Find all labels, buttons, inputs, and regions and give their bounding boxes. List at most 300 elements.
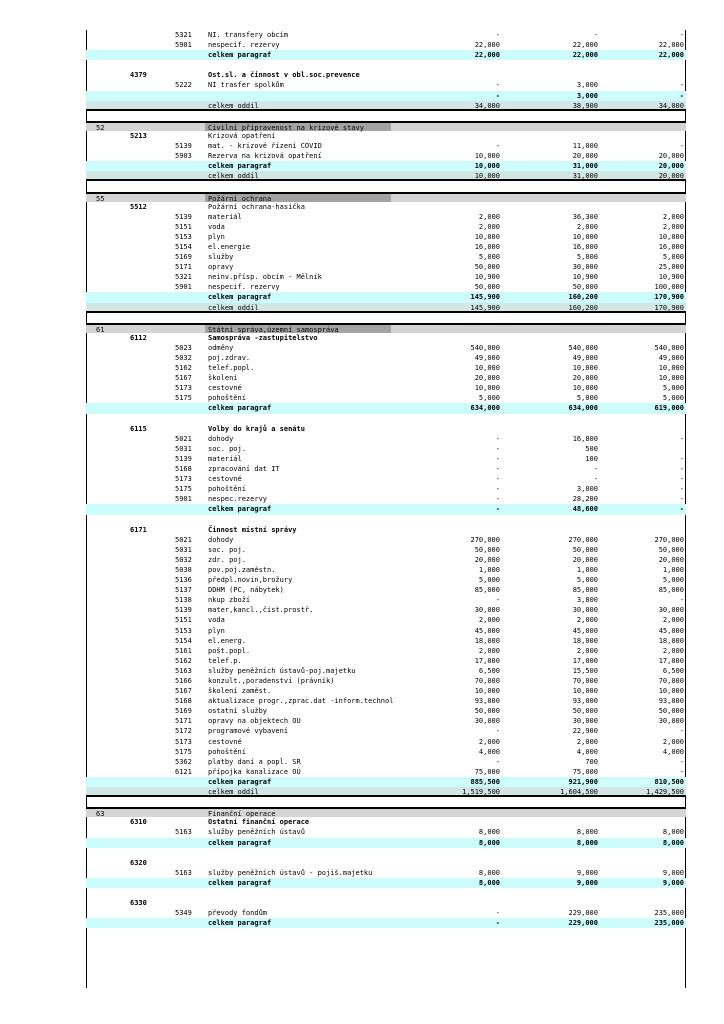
value-col-2: 10,000 — [572, 687, 598, 696]
paragraph-code: 5512 — [130, 202, 147, 211]
item-code: 5162 — [175, 656, 192, 665]
value-col-1: 85,000 — [474, 586, 500, 595]
section-code: 52 — [96, 123, 105, 132]
item-label: NI. transfery obcím — [208, 31, 289, 39]
table-row — [86, 605, 686, 615]
spacer-row — [86, 848, 686, 858]
value-col-2: 30,000 — [572, 263, 598, 272]
item-label: voda — [208, 222, 225, 231]
section-total-col-3: 170,900 — [654, 303, 684, 312]
value-col-3: - — [679, 475, 684, 484]
value-col-3: 22,000 — [658, 41, 684, 50]
total-col-2: 160,200 — [568, 293, 598, 302]
value-col-2: - — [593, 475, 598, 484]
value-col-3: 1,000 — [662, 565, 684, 574]
value-col-3: 50,000 — [658, 707, 684, 716]
item-code: 5032 — [175, 555, 192, 564]
table-row — [86, 666, 686, 676]
item-label: opravy — [208, 263, 234, 272]
value-col-1: - — [495, 434, 500, 443]
total-col-3: 170,900 — [654, 293, 684, 302]
table-row — [86, 444, 686, 454]
value-col-3: - — [679, 485, 684, 494]
value-col-3: 10,000 — [658, 374, 684, 383]
item-code: 5173 — [175, 384, 192, 393]
total-col-1: 145,900 — [470, 293, 500, 302]
section-header-row — [86, 121, 686, 131]
item-code: 5031 — [175, 545, 192, 554]
value-col-2: 20,000 — [572, 152, 598, 161]
item-code: 5031 — [175, 444, 192, 453]
total-col-3: 20,000 — [658, 162, 684, 171]
value-col-2: 1,000 — [576, 565, 598, 574]
paragraph-total-label: celkem paragraf — [208, 162, 272, 171]
budget-table — [86, 30, 686, 928]
value-col-1: - — [495, 596, 500, 605]
item-code: 5349 — [175, 909, 192, 918]
paragraph-total-row — [86, 292, 686, 302]
section-total-col-1: 10,000 — [474, 172, 500, 181]
value-col-1: 10,000 — [474, 152, 500, 161]
paragraph-total-row — [86, 50, 686, 60]
value-col-1: 8,000 — [478, 828, 500, 837]
value-col-3: 2,000 — [662, 212, 684, 221]
item-label: služby — [208, 253, 234, 262]
total-col-3: 810,500 — [654, 777, 684, 786]
table-row — [86, 363, 686, 373]
total-col-1: - — [495, 919, 500, 928]
value-col-1: 75,000 — [474, 767, 500, 776]
item-label: nkup zboží — [208, 596, 251, 605]
section-title: Civilní připravenost na krizové stavy — [208, 123, 364, 132]
value-col-1: 20,000 — [474, 374, 500, 383]
table-row — [86, 535, 686, 545]
item-code: 5139 — [175, 454, 192, 463]
total-col-2: 48,600 — [572, 505, 598, 514]
value-col-1: 5,000 — [478, 394, 500, 403]
spacer-row — [86, 797, 686, 807]
value-col-1: 17,000 — [474, 656, 500, 665]
section-total-col-3: 34,000 — [658, 101, 684, 110]
value-col-2: 49,000 — [572, 354, 598, 362]
item-code: 5901 — [175, 283, 192, 292]
total-col-3: 9,000 — [662, 878, 684, 887]
total-col-1: 8,000 — [478, 838, 500, 847]
item-code: 5172 — [175, 727, 192, 736]
table-row — [86, 343, 686, 353]
item-label: pohoštění — [208, 747, 246, 756]
item-code: 5168 — [175, 465, 192, 474]
value-col-2: 75,000 — [572, 767, 598, 776]
table-row — [86, 393, 686, 403]
table-row — [86, 494, 686, 504]
paragraph-header-row — [86, 70, 686, 80]
value-col-2: 10,000 — [572, 384, 598, 393]
value-col-1: 50,000 — [474, 707, 500, 716]
value-col-3: 540,000 — [654, 343, 684, 352]
item-code: 5163 — [175, 828, 192, 837]
item-code: 5153 — [175, 626, 192, 635]
value-col-1: 4,000 — [478, 747, 500, 756]
value-col-1: 5,000 — [478, 576, 500, 585]
total-col-2: 9,000 — [576, 878, 598, 887]
item-label: materiál — [208, 454, 242, 463]
value-col-2: 4,000 — [576, 747, 598, 756]
item-label: dohody — [208, 535, 234, 544]
value-col-2: 2,000 — [576, 646, 598, 655]
item-label: konzult.,poradenství (právník) — [208, 677, 335, 685]
value-col-2: 229,000 — [568, 909, 598, 918]
value-col-3: - — [679, 727, 684, 736]
paragraph-total-row — [86, 504, 686, 514]
paragraph-title: Činnost místní správy — [208, 525, 297, 534]
table-row — [86, 222, 686, 232]
value-col-2: - — [593, 465, 598, 474]
value-col-1: 10,000 — [474, 687, 500, 696]
item-label: telef.p. — [208, 656, 242, 665]
paragraph-total-row — [86, 161, 686, 171]
value-col-1: 18,000 — [474, 636, 500, 645]
item-label: telef.popl. — [208, 364, 255, 373]
paragraph-header-row — [86, 858, 686, 868]
item-code: 5151 — [175, 616, 192, 625]
paragraph-code: 6115 — [130, 424, 147, 433]
table-row — [86, 242, 686, 252]
value-col-2: 100 — [585, 454, 598, 463]
value-col-3: 17,000 — [658, 656, 684, 665]
table-row — [86, 474, 686, 484]
value-col-1: - — [495, 465, 500, 474]
item-code: 5175 — [175, 747, 192, 756]
section-total-label: celkem oddíl — [208, 303, 259, 312]
item-label: platby daní a popl. SR — [208, 757, 301, 766]
section-total-col-2: 1,604,500 — [560, 788, 598, 797]
item-label: školení zaměst. — [208, 687, 272, 696]
section-header-row — [86, 323, 686, 333]
paragraph-total-row — [86, 918, 686, 928]
section-total-col-3: 20,000 — [658, 172, 684, 181]
total-col-3: - — [679, 91, 684, 100]
item-code: 5151 — [175, 222, 192, 231]
value-col-3: - — [679, 142, 684, 151]
table-row — [86, 706, 686, 716]
item-code: 5171 — [175, 717, 192, 726]
section-title: Státní správa,územní samospráva — [208, 325, 339, 334]
item-code: 5167 — [175, 687, 192, 696]
value-col-3: 235,000 — [654, 909, 684, 918]
value-col-1: 10,000 — [474, 232, 500, 241]
table-row — [86, 141, 686, 151]
value-col-3: 18,000 — [658, 636, 684, 645]
value-col-1: 20,000 — [474, 555, 500, 564]
value-col-3: 2,000 — [662, 737, 684, 746]
item-code: 5321 — [175, 273, 192, 282]
item-code: 5222 — [175, 81, 192, 90]
paragraph-total-row — [86, 403, 686, 413]
item-code: 5154 — [175, 242, 192, 251]
item-label: předpl.novin,brožury — [208, 576, 293, 585]
value-col-2: 500 — [585, 444, 598, 453]
value-col-3: 70,000 — [658, 677, 684, 685]
table-row — [86, 252, 686, 262]
item-code: 5139 — [175, 606, 192, 615]
paragraph-code: 6320 — [130, 858, 147, 867]
value-col-2: 36,300 — [572, 212, 598, 221]
item-code: 5168 — [175, 697, 192, 706]
section-total-col-2: 160,200 — [568, 303, 598, 312]
section-total-label: celkem oddíl — [208, 101, 259, 110]
item-code: 5901 — [175, 41, 192, 50]
value-col-3: 30,000 — [658, 717, 684, 726]
paragraph-title: Požární ochrana-hasička — [208, 202, 305, 211]
section-total-row — [86, 101, 686, 111]
table-row — [86, 272, 686, 282]
item-code: 5362 — [175, 757, 192, 766]
item-label: poj.zdrav. — [208, 354, 251, 362]
item-code: 5903 — [175, 152, 192, 161]
table-row — [86, 615, 686, 625]
paragraph-header-row — [86, 817, 686, 827]
paragraph-code: 6171 — [130, 525, 147, 534]
total-col-1: 634,000 — [470, 404, 500, 413]
value-col-1: 30,000 — [474, 606, 500, 615]
paragraph-header-row — [86, 424, 686, 434]
value-col-1: 49,000 — [474, 354, 500, 362]
item-label: služby peněžních ústavů-poj.majetku — [208, 666, 356, 675]
table-row — [86, 484, 686, 494]
section-header-row — [86, 192, 686, 202]
paragraph-total-row — [86, 838, 686, 848]
paragraph-header-row — [86, 898, 686, 908]
value-col-1: - — [495, 909, 500, 918]
value-col-1: 2,000 — [478, 737, 500, 746]
section-code: 55 — [96, 194, 105, 203]
item-label: neinv.přísp. obcím - Mělník — [208, 273, 322, 282]
section-total-row — [86, 787, 686, 797]
value-col-3: 10,000 — [658, 232, 684, 241]
paragraph-total-label: celkem paragraf — [208, 878, 272, 887]
value-col-2: 2,000 — [576, 616, 598, 625]
item-label: odměny — [208, 343, 234, 352]
total-col-1: 10,000 — [474, 162, 500, 171]
paragraph-title: Volby do krajů a senátu — [208, 424, 305, 433]
item-label: školení — [208, 374, 238, 383]
table-row — [86, 80, 686, 90]
value-col-2: 3,000 — [576, 485, 598, 494]
value-col-1: 1,000 — [478, 565, 500, 574]
value-col-3: 20,000 — [658, 555, 684, 564]
item-code: 5163 — [175, 666, 192, 675]
paragraph-total-row — [86, 91, 686, 101]
total-col-1: 8,000 — [478, 878, 500, 887]
value-col-3: - — [679, 767, 684, 776]
value-col-2: 18,000 — [572, 636, 598, 645]
value-col-3: 2,000 — [662, 646, 684, 655]
item-code: 5154 — [175, 636, 192, 645]
value-col-1: - — [495, 727, 500, 736]
item-code: 5161 — [175, 646, 192, 655]
value-col-2: 270,000 — [568, 535, 598, 544]
item-label: materiál — [208, 212, 242, 221]
item-label: cestovné — [208, 384, 242, 393]
value-col-3: - — [679, 757, 684, 766]
value-col-3: 270,000 — [654, 535, 684, 544]
value-col-1: 10,900 — [474, 273, 500, 282]
value-col-1: - — [495, 485, 500, 494]
spacer-row — [86, 515, 686, 525]
table-row — [86, 747, 686, 757]
table-row — [86, 30, 686, 40]
paragraph-total-label: celkem paragraf — [208, 51, 272, 60]
value-col-2: 3,800 — [576, 596, 598, 605]
spacer-row — [86, 111, 686, 121]
value-col-1: 30,000 — [474, 717, 500, 726]
value-col-3: 49,000 — [658, 354, 684, 362]
table-row — [86, 686, 686, 696]
value-col-2: 20,000 — [572, 374, 598, 383]
value-col-2: 5,000 — [576, 253, 598, 262]
table-row — [86, 585, 686, 595]
value-col-3: 20,000 — [658, 152, 684, 161]
table-row — [86, 434, 686, 444]
section-total-label: celkem oddíl — [208, 172, 259, 181]
value-col-3: 85,000 — [658, 586, 684, 595]
item-code: 5173 — [175, 737, 192, 746]
item-code: 5137 — [175, 586, 192, 595]
item-code: 5023 — [175, 343, 192, 352]
item-label: pohoštění — [208, 485, 246, 494]
value-col-3: 10,000 — [658, 364, 684, 373]
value-col-1: 50,000 — [474, 545, 500, 554]
value-col-2: 10,000 — [572, 232, 598, 241]
value-col-3: 5,000 — [662, 384, 684, 393]
item-code: 5162 — [175, 364, 192, 373]
value-col-2: 10,000 — [572, 364, 598, 373]
value-col-1: 50,000 — [474, 263, 500, 272]
value-col-2: 5,000 — [576, 576, 598, 585]
item-label: zdr. poj. — [208, 555, 246, 564]
paragraph-title: Ost.sl. a činnost v obl.soc.prevence — [208, 71, 360, 80]
item-label: programové vybavení — [208, 727, 289, 736]
total-col-2: 22,000 — [572, 51, 598, 60]
value-col-1: 540,000 — [470, 343, 500, 352]
value-col-2: 93,000 — [572, 697, 598, 706]
total-col-2: 8,000 — [576, 838, 598, 847]
value-col-1: - — [495, 444, 500, 453]
value-col-2: 700 — [585, 757, 598, 766]
value-col-3: 30,000 — [658, 606, 684, 615]
value-col-1: - — [495, 81, 500, 90]
item-label: plyn — [208, 626, 225, 635]
paragraph-code: 6310 — [130, 818, 147, 827]
spacer-row — [86, 60, 686, 70]
item-code: 5139 — [175, 212, 192, 221]
value-col-3: 8,000 — [662, 828, 684, 837]
value-col-3: 100,000 — [654, 283, 684, 292]
section-total-col-1: 145,900 — [470, 303, 500, 312]
total-col-2: 921,900 — [568, 777, 598, 786]
section-total-col-2: 31,000 — [572, 172, 598, 181]
value-col-1: - — [495, 495, 500, 504]
value-col-1: 45,000 — [474, 626, 500, 635]
total-col-3: 235,000 — [654, 919, 684, 928]
section-total-col-2: 38,900 — [572, 101, 598, 110]
item-code: 5175 — [175, 485, 192, 494]
value-col-3: 5,000 — [662, 394, 684, 403]
value-col-2: 30,000 — [572, 606, 598, 615]
value-col-3: - — [679, 454, 684, 463]
table-row — [86, 353, 686, 363]
section-code: 63 — [96, 810, 105, 819]
value-col-1: - — [495, 142, 500, 151]
paragraph-total-row — [86, 777, 686, 787]
value-col-1: 2,000 — [478, 212, 500, 221]
table-body — [86, 30, 686, 928]
value-col-3: 9,000 — [662, 868, 684, 877]
spacer-row — [86, 414, 686, 424]
item-label: DDHM (PC, nábytek) — [208, 586, 284, 595]
value-col-2: 17,000 — [572, 656, 598, 665]
value-col-1: 50,000 — [474, 283, 500, 292]
item-label: nespec.rezervy — [208, 495, 268, 504]
value-col-2: 85,000 — [572, 586, 598, 595]
table-row — [86, 262, 686, 272]
value-col-3: 5,000 — [662, 576, 684, 585]
value-col-1: 2,000 — [478, 646, 500, 655]
table-row — [86, 908, 686, 918]
table-row — [86, 716, 686, 726]
item-code: 5173 — [175, 475, 192, 484]
value-col-3: 93,000 — [658, 697, 684, 706]
table-row — [86, 545, 686, 555]
value-col-1: 22,000 — [474, 41, 500, 50]
value-col-2: 540,000 — [568, 343, 598, 352]
item-label: mater,kancl.,čist.prostř. — [208, 606, 314, 615]
value-col-1: 16,000 — [474, 242, 500, 251]
value-col-3: 2,000 — [662, 222, 684, 231]
value-col-2: 5,000 — [576, 394, 598, 403]
paragraph-total-row — [86, 878, 686, 888]
table-row — [86, 454, 686, 464]
paragraph-header-row — [86, 525, 686, 535]
item-label: ostatní služby — [208, 707, 268, 716]
item-label: el.energ. — [208, 636, 246, 645]
value-col-2: 16,800 — [572, 434, 598, 443]
value-col-2: 10,900 — [572, 273, 598, 282]
section-code: 61 — [96, 325, 105, 334]
item-label: zpracování dat IT — [208, 465, 280, 474]
item-code: 5021 — [175, 434, 192, 443]
value-col-1: 5,000 — [478, 253, 500, 262]
item-code: 5021 — [175, 535, 192, 544]
paragraph-code: 5213 — [130, 131, 147, 140]
paragraph-total-label: celkem paragraf — [208, 293, 272, 302]
value-col-2: 28,200 — [572, 495, 598, 504]
value-col-3: - — [679, 81, 684, 90]
paragraph-total-label: celkem paragraf — [208, 919, 272, 928]
table-row — [86, 575, 686, 585]
paragraph-total-label: celkem paragraf — [208, 777, 272, 786]
value-col-2: 50,000 — [572, 283, 598, 292]
item-label: soc. poj. — [208, 444, 246, 453]
item-label: mat. - krizové řízení COVID — [208, 142, 322, 151]
value-col-2: 9,000 — [576, 868, 598, 877]
table-row — [86, 282, 686, 292]
table-row — [86, 232, 686, 242]
value-col-2: 8,000 — [576, 828, 598, 837]
value-col-1: - — [495, 757, 500, 766]
table-row — [86, 656, 686, 666]
